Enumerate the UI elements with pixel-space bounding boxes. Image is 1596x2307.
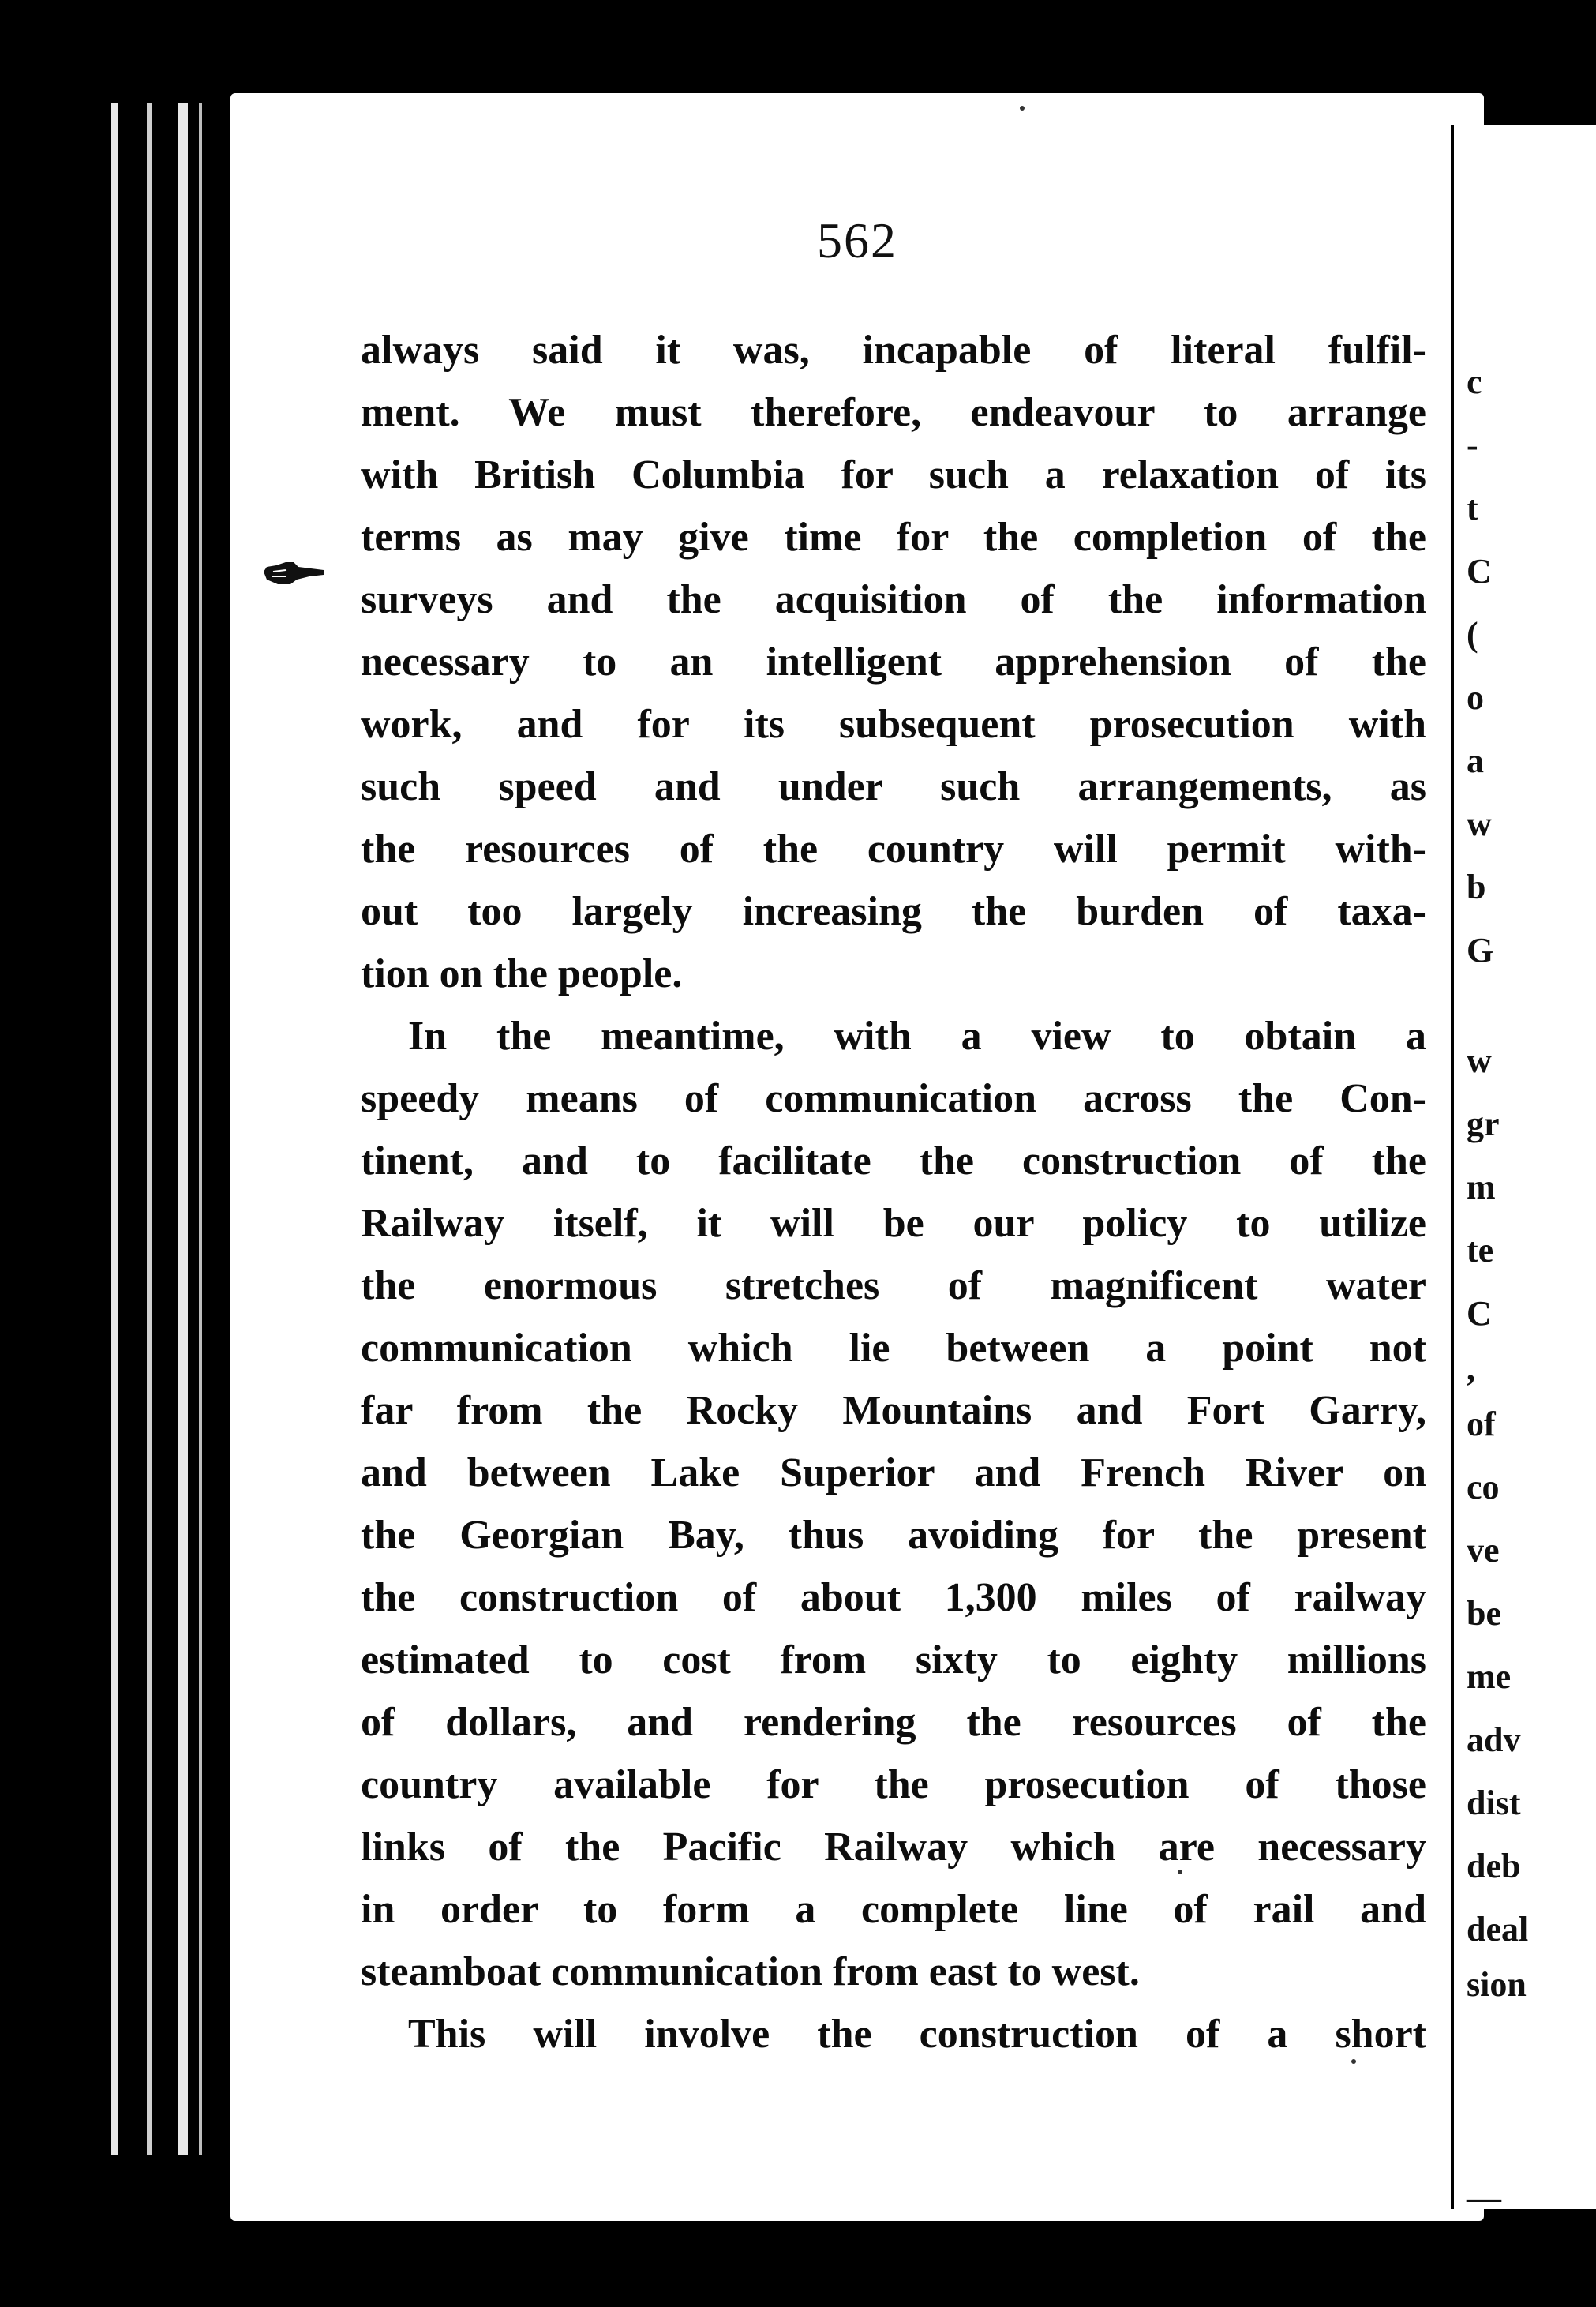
- text-line: speedy means of communication across the Con-: [361, 1076, 1426, 1121]
- adjacent-text-fragment: b: [1467, 868, 1486, 906]
- adjacent-text-fragment: t: [1467, 489, 1478, 527]
- body-text: [361, 319, 1426, 2065]
- print-speck: [1178, 1870, 1182, 1874]
- adjacent-text-fragment: C: [1467, 552, 1492, 591]
- binding-edge: [178, 103, 188, 2155]
- text-line: the construction of about 1,300 miles of railway: [361, 1575, 1426, 1620]
- text-line: In the meantime, with a view to obtain a: [408, 1014, 1426, 1059]
- adjacent-text-fragment: gr: [1467, 1105, 1500, 1143]
- adjacent-text-fragment: o: [1467, 678, 1484, 717]
- text-line: of dollars, and rendering the resources of the: [361, 1700, 1426, 1745]
- adjacent-text-fragment: sion: [1467, 1965, 1527, 2004]
- adjacent-text-fragment: adv: [1467, 1720, 1521, 1759]
- text-line: surveys and the acquisition of the information: [361, 577, 1426, 622]
- book-page: [230, 93, 1484, 2221]
- binding-edge: [199, 103, 202, 2155]
- adjacent-text-fragment: ,: [1467, 1349, 1475, 1388]
- adjacent-text-fragment: ve: [1467, 1531, 1500, 1570]
- text-line: work, and for its subsequent prosecution with: [361, 702, 1426, 747]
- adjacent-text-fragment: c: [1467, 362, 1482, 401]
- adjacent-text-fragment: m: [1467, 1168, 1496, 1206]
- adjacent-text-fragment: —: [1467, 2178, 1501, 2217]
- text-line: ment. We must therefore, endeavour to arrange: [361, 390, 1426, 435]
- text-line: tion on the people.: [361, 951, 683, 996]
- adjacent-text-fragment: w: [1467, 805, 1492, 843]
- text-line: country available for the prosecution of those: [361, 1762, 1426, 1807]
- adjacent-text-fragment: te: [1467, 1231, 1494, 1270]
- adjacent-text-fragment: C: [1467, 1294, 1492, 1333]
- text-line: the enormous stretches of magnificent water: [361, 1263, 1426, 1308]
- text-line: tinent, and to facilitate the construction of the: [361, 1138, 1426, 1184]
- print-speck: [1020, 106, 1025, 111]
- text-line: far from the Rocky Mountains and Fort Garry,: [361, 1388, 1426, 1433]
- pointing-hand-icon: [262, 559, 325, 587]
- adjacent-text-fragment: be: [1467, 1594, 1501, 1633]
- text-line: necessary to an intelligent apprehension of the: [361, 640, 1426, 685]
- text-line: in order to form a complete line of rail and: [361, 1887, 1426, 1932]
- adjacent-text-fragment: dist: [1467, 1784, 1521, 1822]
- text-line: links of the Pacific Railway which are necessary: [361, 1825, 1426, 1870]
- text-line: the resources of the country will permit with-: [361, 827, 1426, 872]
- adjacent-text-fragment: deal: [1467, 1910, 1529, 1949]
- adjacent-text-fragment: -: [1467, 426, 1478, 464]
- binding-edge: [111, 103, 118, 2155]
- adjacent-text-fragment: (: [1467, 615, 1478, 654]
- text-line: estimated to cost from sixty to eighty millions: [361, 1637, 1426, 1682]
- text-line: such speed and under such arrangements, as: [361, 764, 1426, 809]
- text-line: This will involve the construction of a short: [408, 2012, 1426, 2057]
- page-number: 562: [817, 212, 897, 268]
- text-line: communication which lie between a point not: [361, 1326, 1426, 1371]
- text-line: with British Columbia for such a relaxation of its: [361, 452, 1426, 497]
- adjacent-text-fragment: of: [1467, 1405, 1496, 1443]
- text-line: and between Lake Superior and French River on: [361, 1450, 1426, 1495]
- adjacent-text-fragment: deb: [1467, 1847, 1521, 1885]
- text-line: steamboat communication from east to west.: [361, 1949, 1140, 1994]
- page-gutter: [1451, 125, 1454, 2209]
- text-line: always said it was, incapable of literal fulfil-: [361, 328, 1426, 373]
- text-line: the Georgian Bay, thus avoiding for the present: [361, 1513, 1426, 1558]
- binding-edge: [147, 103, 152, 2155]
- text-line: out too largely increasing the burden of taxa-: [361, 889, 1426, 934]
- adjacent-text-fragment: G: [1467, 931, 1494, 970]
- adjacent-text-fragment: co: [1467, 1468, 1500, 1506]
- adjacent-page-edge: [1451, 125, 1596, 2217]
- adjacent-text-fragment: w: [1467, 1041, 1492, 1080]
- adjacent-text-fragment: a: [1467, 741, 1484, 780]
- print-speck: [1351, 2059, 1356, 2064]
- text-line: terms as may give time for the completion of the: [361, 515, 1426, 560]
- adjacent-text-fragment: me: [1467, 1657, 1512, 1696]
- text-line: Railway itself, it will be our policy to utilize: [361, 1201, 1426, 1246]
